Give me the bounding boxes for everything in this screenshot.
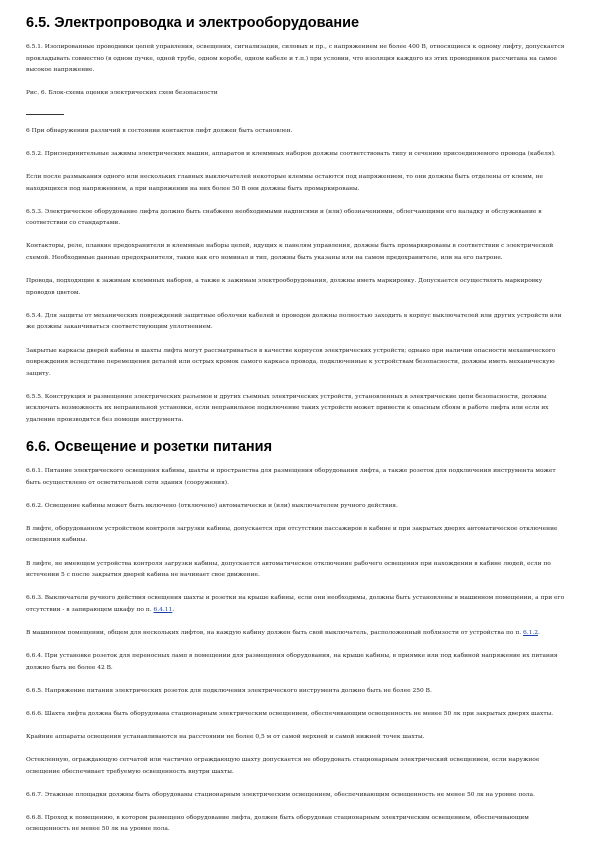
paragraph-6-6-3 [26,593,571,616]
paragraph-6-5-1: 6.5.1. Изолированные проводники цепей управления, освещения, сигнализации, силовых и пр., с напряжением не более 400 В, относящиеся к одному лифту, допускается прокладывать совместно (в одном пучке, одной трубе, одном коробе, одном кабеле и т.п.) при условии, что изоляция каждого из этих проводников рассчитана на самое высокое напряжение. [26,44,565,74]
paragraph-6-6-5: 6.6.5. Напряжение питания электрических розеток для подключения электрического инструмента должно быть не более 250 В. [26,687,432,694]
paragraph: Контакторы, реле, плавкие предохранители и клеммные наборы цепей, идущих к панелям управления, должны быть промаркированы в соответствии с электрической схемой. Необходимые данные предохранителя, такие как его номинал и тип, должны быть указаны или на самом предохранителе, или на его патроне. [26,243,554,262]
paragraph-text: В машинном помещении, общем для нескольких лифтов, на каждую кабину должен быть свой выключатель, расположенный поблизости от устройства по п. [26,629,523,636]
paragraph-6-5-3: 6.5.3. Электрическое оборудование лифта должно быть снабжено необходимыми надписями и (или) обозначениями, облегчающими его наладку и обслуживание в соответствии со стандартами. [26,208,542,227]
paragraph-6-6-2: 6.6.2. Освещение кабины может быть включено (отключено) автоматически и (или) выключателем ручного действия. [26,502,398,509]
paragraph: В лифте, оборудованном устройством контроля загрузки кабины, допускается при отсутствии пассажиров в кабине и при закрытых дверях автоматическое отключение освещения кабины. [26,525,558,544]
paragraph-6-6-1: 6.6.1. Питание электрического освещения кабины, шахты и пространства для размещения оборудования лифта, а также розеток для подключения инструмента может быть осуществлено от осветительной сети здания (сооружения). [26,468,556,486]
figure-caption: Рис. 6. Блок-схема оценки электрических схем безопасности [26,90,218,97]
paragraph-text: . [172,606,175,613]
paragraph-6-5-4: 6.5.4. Для защиты от механических повреждений защитные оболочки кабелей и проводов должны полностью заходить в корпус выключателей или других устройств или же должны заканчиваться соответствующим уплотнением. [26,312,562,331]
document-page [26,14,571,847]
section-heading-6-6: 6.6. Освещение и розетки питания [26,439,273,456]
paragraph-text: 6.6.3. Выключатели ручного действия освещения шахты и розетки на крыше кабины, если они необходимы, должны быть установлены в машинном помещении, а при его отсутствии - в запирающем шкафу по п. [26,595,565,613]
section-heading-6-5: 6.5. Электропроводка и электрооборудование [26,15,360,31]
reference-link-6-1-2[interactable]: 6.1.2 [523,629,538,636]
footnote: 6 При обнаружении различий в состоянии контактов лифт должен быть остановлен. [26,127,293,134]
paragraph: Если после размыкания одного или нескольких главных выключателей некоторые клеммы остаются под напряжением, то они должны быть отделены от клемм, не находящихся под напряжением, а при напряжении на них более 50 В они должны быть промаркированы. [26,174,543,192]
paragraph: Остекленную, ограждающую сетчатой или частично ограждающую шахту допускается не оборудовать стационарным электрический освещением, если наружное освещение обеспечивает требуемую освещенность внутри шахты. [26,756,540,775]
paragraph-6-5-2: 6.5.2. Присоединительные зажимы электрических машин, аппаратов и клеммных наборов должны соответствовать типу и сечению присоединяемого провода (кабеля). [26,150,556,157]
paragraph: В лифте, не имеющем устройства контроля загрузки кабины, допускается автоматическое отключение рабочего освещения при нахождении в кабине людей, если по истечении 5 с после закрытия дверей кабина не начинает свое движение. [26,560,551,579]
paragraph: Закрытые каркасы дверей кабины и шахты лифта могут рассматриваться в качестве корпусов электрических устройств; однако при наличии опасности механического повреждения вследствие перемещения деталей или острых кромок самого каркаса провода, подключенные к устройствам безопасности, должны иметь механическую защиту. [26,347,556,377]
paragraph-6-6-8: 6.6.8. Проход к помещению, в котором размещено оборудование лифта, должен быть оборудован стационарным электрическим освещением, обеспечивающим освещенность не менее 50 лк на уровне пола. [26,814,529,833]
paragraph-text: . [538,629,540,636]
paragraph-6-6-6: 6.6.6. Шахта лифта должна быть оборудована стационарным электрическим освещением, обеспечивающим освещенность не менее 50 лк при закрытых дверях шахты. [26,710,554,717]
reference-link-6-4-11[interactable]: 6.4.11 [153,606,173,613]
paragraph: Провода, подходящие к зажимам клеммных наборов, а также к зажимам электрооборудования, должны иметь маркировку. Допускается осуществлять маркировку проводов цветом. [26,278,543,296]
footnote-divider [26,114,64,115]
paragraph [26,628,571,640]
paragraph-6-6-7: 6.6.7. Этажные площадки должны быть оборудованы стационарным электрическим освещением, обеспечивающим освещенность не менее 50 лк на уровне пола. [26,791,535,798]
paragraph: Крайние аппараты освещения устанавливаются на расстоянии не более 0,5 м от самой верхней и самой нижней точек шахты. [26,733,425,740]
paragraph-6-6-4: 6.6.4. При установке розеток для переносных ламп в помещении для размещения оборудования, на крыше кабины, в приямке или под кабиной напряжение их питания должно быть не более 42 В. [26,653,558,671]
paragraph-6-5-5: 6.5.5. Конструкция и размещение электрических разъемов и других съемных электрических устройств, установленных в электрические цепи безопасности, должны исключать возможность их неправильной установки, если неправильное подключение таких устройств может привести к опасным сбоям в работе лифта или если их удаление производится без помощи инструмента. [26,393,549,423]
